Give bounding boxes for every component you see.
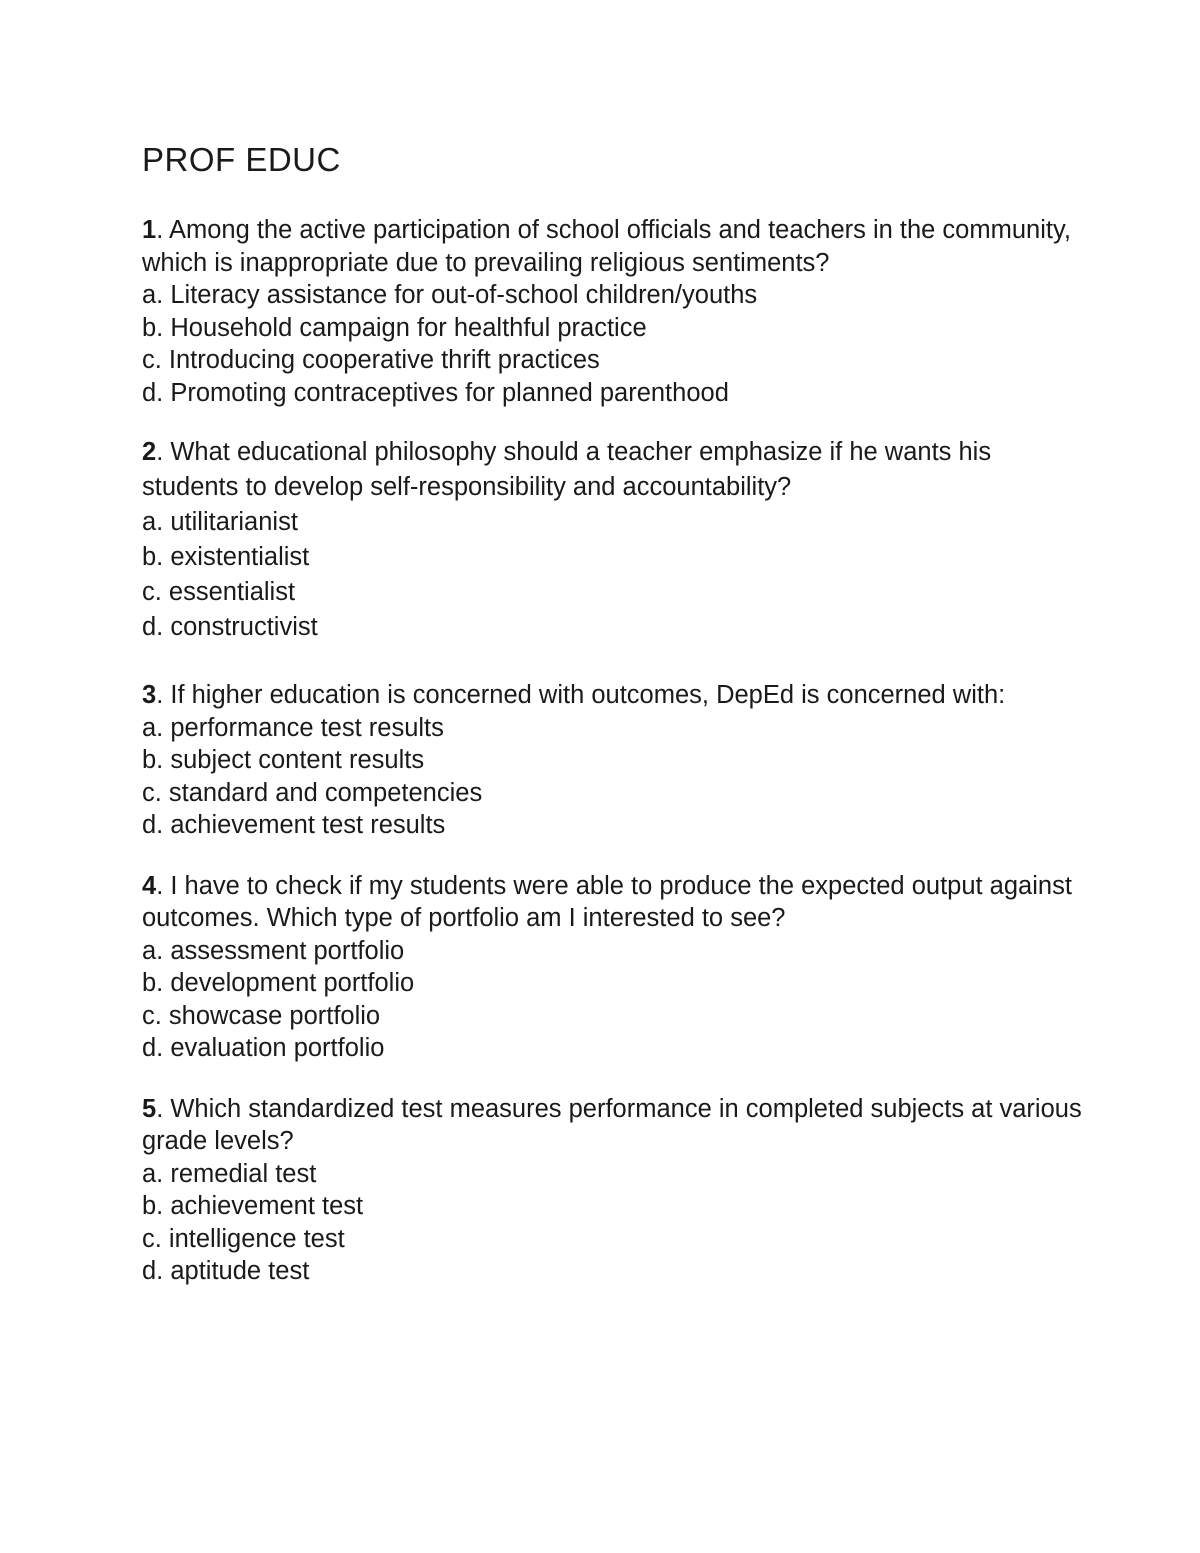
question-1: [142, 214, 1082, 409]
question-stem: [142, 214, 1082, 279]
choice-c: c. essentialist: [142, 578, 296, 606]
choice-a: a. performance test results: [142, 713, 444, 742]
choice-d: d. Promoting contraceptives for planned parenthood: [142, 378, 729, 407]
question-text: . Among the active participation of school officials and teachers in the community, which is inappropriate due to prevailing religious sentiments?: [142, 216, 1071, 277]
choice-list: [142, 505, 1082, 645]
question-3: [142, 679, 1082, 842]
question-stem: [142, 435, 1082, 505]
page-title: PROF EDUC: [142, 141, 341, 178]
choice-a: a. remedial test: [142, 1159, 317, 1188]
choice-c: c. standard and competencies: [142, 778, 483, 807]
choice-d: d. evaluation portfolio: [142, 1034, 385, 1062]
choice-a: a. Literacy assistance for out-of-school children/youths: [142, 281, 758, 309]
choice-a: a. utilitarianist: [142, 508, 298, 536]
choice-b: b. subject content results: [142, 746, 425, 774]
question-4: [142, 870, 1082, 1065]
question-text: . What educational philosophy should a teacher emphasize if he wants his students to develop self-responsibility and accountability?: [142, 438, 992, 501]
question-stem: [142, 870, 1082, 935]
question-text: . If higher education is concerned with outcomes, DepEd is concerned with:: [156, 681, 1006, 709]
choice-c: c. showcase portfolio: [142, 1001, 381, 1030]
choice-b: b. Household campaign for healthful practice: [142, 313, 647, 342]
choice-list: [142, 935, 1082, 1065]
choice-b: b. existentialist: [142, 543, 310, 571]
document-page: [142, 140, 1082, 1314]
choice-d: d. aptitude test: [142, 1257, 310, 1285]
question-number: 5: [142, 1094, 157, 1123]
question-number: 1: [142, 216, 157, 244]
question-stem: [142, 1093, 1082, 1158]
choice-list: [142, 712, 1082, 842]
question-stem: [142, 679, 1082, 712]
choice-b: b. development portfolio: [142, 969, 415, 997]
question-2: [142, 435, 1082, 645]
question-number: 2: [142, 438, 157, 466]
choice-list: [142, 1158, 1082, 1288]
choice-b: b. achievement test: [142, 1192, 364, 1220]
choice-d: d. achievement test results: [142, 811, 446, 839]
choice-c: c. Introducing cooperative thrift practices: [142, 346, 600, 374]
question-text: . Which standardized test measures performance in completed subjects at various grade levels?: [142, 1094, 1082, 1155]
choice-c: c. intelligence test: [142, 1224, 345, 1253]
question-text: . I have to check if my students were able to produce the expected output against outcomes. Which type of portfolio am I interested to see?: [142, 871, 1072, 932]
question-number: 3: [142, 681, 157, 709]
choice-a: a. assessment portfolio: [142, 936, 405, 965]
question-5: [142, 1093, 1082, 1288]
choice-d: d. constructivist: [142, 613, 318, 641]
question-number: 4: [142, 871, 157, 900]
choice-list: [142, 279, 1082, 409]
